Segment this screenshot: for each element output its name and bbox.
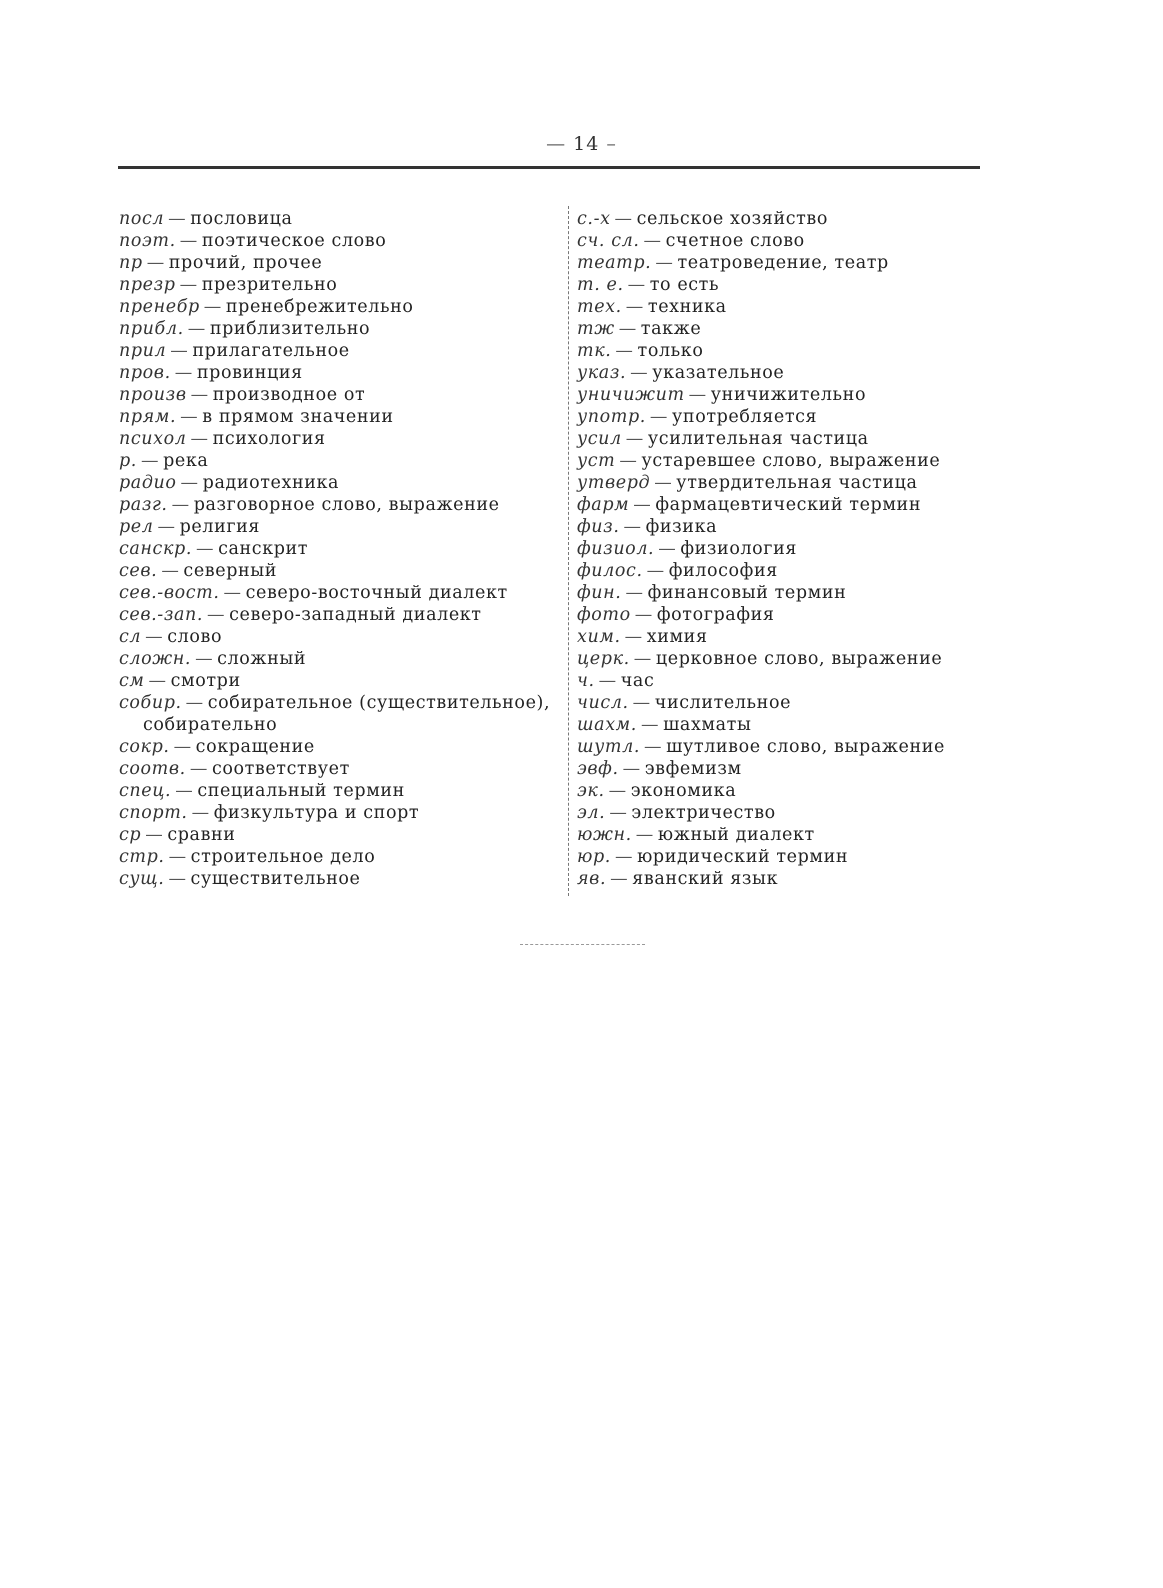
entry-meaning: психология [212,429,326,449]
entry-dash: — [146,253,165,273]
entry-abbreviation: яв. [577,869,607,889]
abbreviation-entry [577,802,977,824]
entry-dash: — [643,231,662,251]
abbreviation-entry [119,230,569,252]
entry-dash: — [180,473,199,493]
page-number [0,133,1163,155]
abbreviation-entry [119,824,569,846]
entry-abbreviation: утверд [577,473,651,493]
abbreviation-entry [577,868,977,890]
entry-dash: — [187,319,206,339]
entry-meaning: утвердительная частица [676,473,918,493]
abbreviation-entry [119,626,569,648]
entry-meaning: счетное слово [665,231,805,251]
entry-abbreviation: числ. [577,693,629,713]
entry-dash: — [168,847,187,867]
entry-meaning: физика [645,517,718,537]
entry-abbreviation: употр. [577,407,646,427]
abbreviation-entry [577,604,977,626]
entry-abbreviation: прибл. [119,319,184,339]
entry-meaning: церковное слово, выражение [655,649,943,669]
abbreviation-entry [577,274,977,296]
entry-dash: — [625,429,644,449]
entry-dash: — [161,561,180,581]
entry-meaning: существительное [190,869,361,889]
entry-abbreviation: южн. [577,825,632,845]
entry-meaning: юридический термин [637,847,849,867]
entry-meaning: южный диалект [657,825,815,845]
entry-dash: — [185,693,204,713]
entry-abbreviation: спец. [119,781,172,801]
entry-dash: — [649,407,669,427]
entry-meaning: религия [179,517,261,537]
entry-abbreviation: сокр. [119,737,170,757]
entry-meaning: также [640,319,702,339]
entry-abbreviation: т. е. [577,275,624,295]
abbreviation-entry [577,406,977,428]
entry-abbreviation: тк. [577,341,612,361]
entry-abbreviation: рел [119,517,154,537]
entry-meaning: соответствует [211,759,350,779]
abbreviation-entry [119,252,569,274]
abbreviation-entry [577,626,977,648]
abbreviation-entry [577,384,977,406]
entry-abbreviation: сев.-вост. [119,583,220,603]
entry-dash: — [634,605,653,625]
entry-abbreviation: см [119,671,145,691]
entry-dash: — [608,781,627,801]
abbreviation-entry [577,780,977,802]
entry-meaning: пословица [190,209,293,229]
entry-dash: — [148,671,167,691]
entry-dash: — [174,363,193,383]
abbreviation-entry [577,538,977,560]
entry-abbreviation: пр [119,253,143,273]
entry-meaning: философия [668,561,778,581]
entry-meaning: яванский язык [632,869,779,889]
entry-meaning: усилительная частица [647,429,869,449]
entry-abbreviation: тж [577,319,615,339]
entry-meaning: экономика [630,781,737,801]
entry-dash: — [630,363,649,383]
entry-abbreviation: санскр. [119,539,192,559]
entry-abbreviation: хим. [577,627,621,647]
entry-abbreviation: шахм. [577,715,637,735]
abbreviation-entry [119,318,569,340]
entry-dash: — [168,869,187,889]
abbreviation-entry [119,538,569,560]
entry-dash: — [171,495,190,515]
abbreviation-entry [577,472,977,494]
abbreviation-entry [577,736,977,758]
entry-abbreviation: тех. [577,297,622,317]
end-of-list-mark [520,944,645,945]
entry-meaning: строительное дело [190,847,376,867]
entry-meaning: шахматы [663,715,752,735]
entry-dash: — [633,495,652,515]
entry-abbreviation: сущ. [119,869,165,889]
entry-dash: — [145,825,164,845]
abbreviation-entry [577,516,977,538]
entry-meaning: фотография [656,605,775,625]
entry-meaning: физиология [680,539,797,559]
abbreviation-entry [577,582,977,604]
abbreviation-entry [577,560,977,582]
entry-meaning: презрительно [201,275,338,295]
abbreviation-entry [577,758,977,780]
entry-meaning: пренебрежительно [225,297,414,317]
entry-meaning: сравни [167,825,236,845]
entry-abbreviation: р. [119,451,137,471]
entry-meaning: только [637,341,704,361]
entry-dash: — [610,869,629,889]
header-rule [118,166,980,169]
entry-dash: — [614,847,634,867]
entry-abbreviation: физ. [577,517,620,537]
entry-abbreviation: фин. [577,583,622,603]
entry-meaning: слово [167,627,223,647]
entry-dash: — [622,759,641,779]
abbreviation-entry [119,868,569,890]
entry-abbreviation: сложн. [119,649,192,669]
column-divider [568,206,569,896]
abbreviation-entry [577,846,977,868]
entry-meaning: сокращение [195,737,315,757]
entry-abbreviation: уничижит [577,385,685,405]
entry-abbreviation: произв [119,385,187,405]
abbreviation-entry [577,824,977,846]
abbreviation-entry [119,648,569,670]
entry-dash: — [145,627,164,647]
entry-abbreviation: театр. [577,253,652,273]
entry-dash: — [173,737,192,757]
entry-dash: — [658,539,677,559]
entry-meaning: указательное [652,363,785,383]
entry-meaning: финансовый термин [647,583,847,603]
entry-abbreviation: пров. [119,363,171,383]
abbreviation-entry [119,428,569,450]
entry-dash: — [632,693,651,713]
entry-dash: — [190,385,209,405]
entry-meaning: устаревшее слово, выражение [641,451,941,471]
abbreviation-entry [577,692,977,714]
abbreviation-entry [119,736,569,758]
entry-dash: — [180,407,199,427]
entry-dash: — [179,231,198,251]
entry-abbreviation: эл. [577,803,606,823]
entry-abbreviation: юр. [577,847,611,867]
entry-meaning: санскрит [218,539,309,559]
entry-meaning: разговорное слово, выражение [193,495,500,515]
entry-dash: — [624,627,643,647]
entry-abbreviation: сч. сл. [577,231,640,251]
entry-dash: — [157,517,176,537]
entry-dash: — [179,275,198,295]
entry-dash: — [654,473,673,493]
entry-dash: — [203,297,222,317]
entry-dash: — [175,781,194,801]
abbreviation-entry [119,208,569,230]
abbreviation-entry [577,208,977,230]
entry-dash: — [189,759,208,779]
entry-abbreviation: с.-х [577,209,611,229]
entry-meaning: специальный термин [197,781,405,801]
abbreviation-entry [577,648,977,670]
entry-dash: — [170,341,189,361]
entry-abbreviation: прям. [119,407,177,427]
entry-meaning: северо-восточный диалект [245,583,508,603]
abbreviation-list-right [577,208,977,890]
entry-abbreviation: прил [119,341,167,361]
abbreviation-list-left [119,208,569,890]
entry-abbreviation: сев.-зап. [119,605,204,625]
entry-meaning: радиотехника [202,473,340,493]
entry-abbreviation: психол [119,429,187,449]
abbreviation-entry [119,384,569,406]
entry-dash: — [615,341,634,361]
abbreviation-entry [119,340,569,362]
page-number-dash-right: – [606,133,617,155]
entry-meaning: электричество [631,803,776,823]
abbreviation-entry [577,670,977,692]
entry-abbreviation: указ. [577,363,627,383]
abbreviation-entry [119,406,569,428]
entry-dash: — [633,649,652,669]
entry-abbreviation: сл [119,627,142,647]
abbreviation-entry [119,758,569,780]
entry-abbreviation: радио [119,473,177,493]
abbreviation-entry [577,428,977,450]
abbreviation-entry [119,780,569,802]
entry-abbreviation: разг. [119,495,168,515]
entry-dash: — [618,319,637,339]
entry-dash: — [223,583,242,603]
entry-meaning: техника [647,297,727,317]
entry-meaning: употребляется [672,407,818,427]
entry-meaning: поэтическое слово [201,231,387,251]
entry-dash: — [644,737,663,757]
entry-meaning: в прямом значении [202,407,394,427]
entry-dash: — [195,539,215,559]
abbreviation-entry [577,494,977,516]
entry-dash: — [168,209,187,229]
entry-meaning: эвфемизм [644,759,742,779]
page-number-dash-left: — [546,133,567,155]
entry-abbreviation: физиол. [577,539,655,559]
entry-dash: — [609,803,628,823]
abbreviation-entry [119,274,569,296]
entry-dash: — [655,253,674,273]
entry-abbreviation: уст [577,451,616,471]
entry-abbreviation: шутл. [577,737,641,757]
entry-meaning: провинция [196,363,303,383]
entry-dash: — [646,561,665,581]
abbreviation-entry [577,340,977,362]
page-number-value: 14 [573,133,600,155]
entry-abbreviation: филос. [577,561,643,581]
entry-abbreviation: фарм [577,495,630,515]
entry-meaning: то есть [649,275,720,295]
entry-abbreviation: собир. [119,693,182,713]
entry-dash: — [195,649,214,669]
entry-meaning: шутливое слово, выражение [666,737,945,757]
abbreviation-entry [119,670,569,692]
entry-meaning: час [620,671,655,691]
abbreviation-entry [119,296,569,318]
entry-dash: — [207,605,226,625]
entry-meaning: смотри [170,671,241,691]
entry-meaning: театроведение, театр [677,253,889,273]
abbreviation-entry [577,362,977,384]
entry-meaning: северо-западный диалект [229,605,482,625]
abbreviation-entry [119,450,569,472]
entry-dash: — [625,583,644,603]
abbreviation-entry [577,230,977,252]
abbreviation-entry [577,252,977,274]
entry-meaning: собирательное (существительное), [207,693,551,713]
abbreviation-entry [119,560,569,582]
entry-meaning: прилагательное [192,341,350,361]
entry-meaning: числительное [654,693,792,713]
entry-dash: — [635,825,654,845]
abbreviation-entry [119,802,569,824]
entry-dash: — [625,297,644,317]
abbreviation-entry [119,846,569,868]
entry-dash: — [190,429,209,449]
entry-meaning: приблизительно [209,319,371,339]
abbreviation-entry [119,362,569,384]
abbreviation-entry [119,472,569,494]
entry-abbreviation: эк. [577,781,605,801]
entry-dash: — [140,451,160,471]
entry-dash: — [688,385,707,405]
abbreviation-entry [119,604,569,626]
entry-abbreviation: пренебр [119,297,200,317]
entry-meaning: река [163,451,209,471]
entry-abbreviation: посл [119,209,165,229]
entry-dash: — [598,671,617,691]
entry-dash: — [614,209,633,229]
abbreviation-entry [119,494,569,516]
entry-meaning: прочий, прочее [168,253,323,273]
entry-abbreviation: сев. [119,561,158,581]
entry-dash: — [640,715,660,735]
entry-abbreviation: ч. [577,671,595,691]
entry-meaning: северный [183,561,278,581]
abbreviation-entry [119,516,569,538]
entry-abbreviation: презр [119,275,176,295]
entry-meaning: физкультура и спорт [213,803,420,823]
entry-abbreviation: церк. [577,649,630,669]
entry-abbreviation: спорт. [119,803,188,823]
entry-abbreviation: соотв. [119,759,186,779]
entry-dash: — [627,275,646,295]
abbreviation-entry [577,450,977,472]
entry-abbreviation: ср [119,825,142,845]
entry-abbreviation: усил [577,429,622,449]
entry-dash: — [623,517,642,537]
entry-meaning: производное от [212,385,366,405]
abbreviation-entry [119,692,569,736]
entry-meaning: сельское хозяйство [636,209,828,229]
entry-meaning: фармацевтический термин [655,495,922,515]
entry-meaning: уничижительно [710,385,867,405]
entry-abbreviation: стр. [119,847,165,867]
abbreviation-entry [577,318,977,340]
entry-meaning: сложный [217,649,307,669]
entry-abbreviation: эвф. [577,759,619,779]
entry-meaning-continuation: собирательно [143,715,278,735]
abbreviation-entry [577,296,977,318]
entry-abbreviation: поэт. [119,231,176,251]
abbreviation-entry [119,582,569,604]
abbreviation-entry [577,714,977,736]
entry-meaning: химия [646,627,708,647]
entry-abbreviation: фото [577,605,631,625]
entry-dash: — [191,803,210,823]
entry-dash: — [619,451,638,471]
